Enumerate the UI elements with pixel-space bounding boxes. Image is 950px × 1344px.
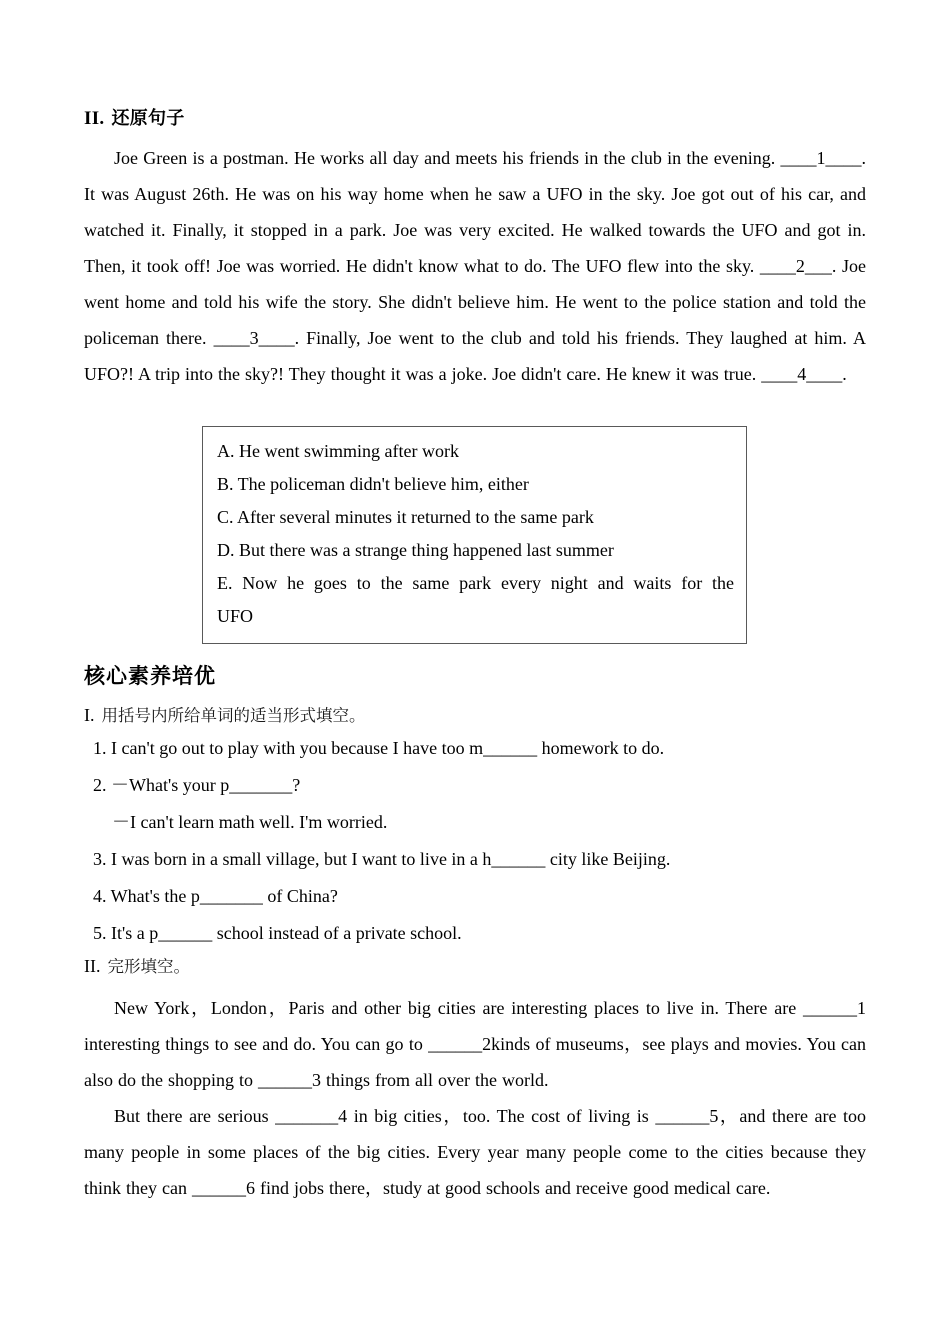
fill-blank-question-3: 3. I was born in a small village, but I want to live in a h______ city like Beijing. <box>93 848 671 869</box>
section-roman-numeral: II. <box>84 108 105 129</box>
cloze-paragraph-1: New York，London，Paris and other big cities are interesting places to live in. There are ______1 interesting things to see and do. You can go to ______2kinds of museums，see plays and movies. You can also do the shopping to ______3 things from all over the world. <box>84 998 866 1091</box>
option-item-d: D. But there was a strange thing happened last summer <box>217 539 614 560</box>
option-item-a: A. He went swimming after work <box>217 440 459 461</box>
core-part2-instruction-label: 完形填空。 <box>107 956 190 976</box>
fill-blank-question-2: 2. －What's your p_______? <box>93 774 301 795</box>
core-part2-roman: II. <box>84 955 101 976</box>
core-part2-instruction <box>84 952 866 981</box>
fill-blank-question-5: 5. It's a p______ school instead of a private school. <box>93 922 462 943</box>
core-literacy-heading: 核心素养培优 <box>84 663 216 688</box>
section-heading-restore-sentences <box>84 105 866 134</box>
page-content <box>84 105 866 1206</box>
option-item-c: C. After several minutes it returned to the same park <box>217 506 594 527</box>
fill-blank-question-2-answer: －I can't learn math well. I'm worried. <box>112 811 388 832</box>
core-part1-instruction <box>84 701 866 730</box>
fill-blank-question-4: 4. What's the p_______ of China? <box>93 885 338 906</box>
option-item-e: E. Now he goes to the same park every night and waits for the <box>217 572 734 593</box>
core-part1-roman: I. <box>84 704 95 725</box>
option-item-b: B. The policeman didn't believe him, either <box>217 473 529 494</box>
section-heading-label: 还原句子 <box>111 108 185 129</box>
cloze-paragraph-2: But there are serious _______4 in big cities，too. The cost of living is ______5，and there are too many people in some places of the big cities. Every year many people come to the cities because they think they can ______6 find jobs there，study at good schools and receive good medical care. <box>84 1106 866 1199</box>
core-part1-instruction-label: 用括号内所给单词的适当形式填空。 <box>101 705 366 725</box>
options-box <box>202 426 747 644</box>
option-item-e-continuation: UFO <box>217 605 254 626</box>
fill-blank-question-1: 1. I can't go out to play with you because I have too m______ homework to do. <box>93 737 665 758</box>
restore-passage-paragraph: Joe Green is a postman. He works all day and meets his friends in the club in the evening. ____1____. It was August 26th. He was on his way home when he saw a UFO in the sky. Joe got out of his car, and watched it. Finally, it stopped in a park. Joe was very excited. He walked towards the UFO and got in. Then, it took off! Joe was worried. He didn't know what to do. The UFO flew into the sky. ____2___. Joe went home and told his wife the story. She didn't believe him. He went to the police station and told the policeman there. ____3____. Finally, Joe went to the club and told his friends. They laughed at him. A UFO?! A trip into the sky?! They thought it was a joke. Joe didn't care. He knew it was true. ____4____. <box>84 147 866 384</box>
